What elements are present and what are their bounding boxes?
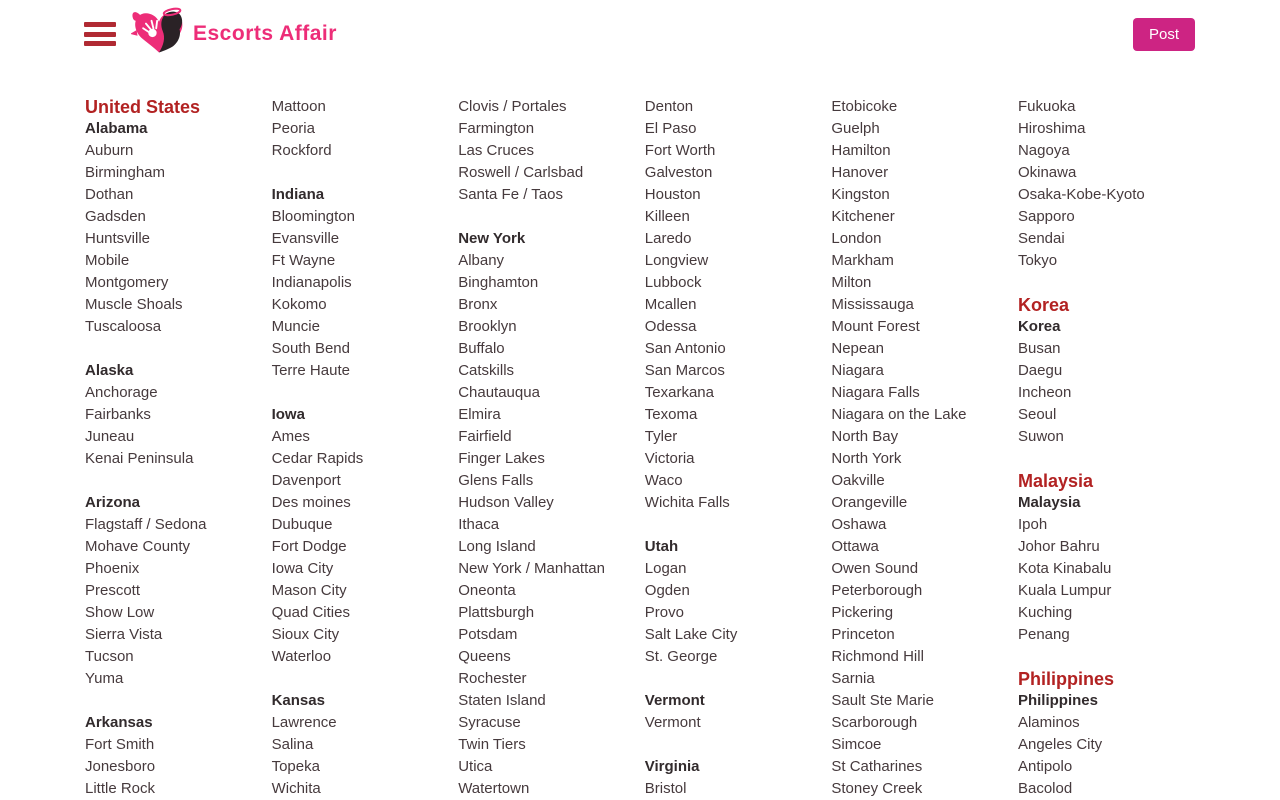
state-header-link[interactable]: Alaska <box>85 362 134 379</box>
city-link[interactable]: Tucson <box>85 648 134 665</box>
city-link[interactable]: Bristol <box>644 780 687 797</box>
city-link[interactable]: Terre Haute <box>271 362 350 379</box>
city-link[interactable]: Houston <box>644 186 701 203</box>
city-link[interactable]: Catskills <box>458 362 515 379</box>
city-link[interactable]: Alaminos <box>1017 714 1080 731</box>
city-link[interactable]: Odessa <box>644 318 697 335</box>
city-link[interactable]: Clovis / Portales <box>458 98 567 115</box>
directory-column <box>1018 96 1205 800</box>
state-header-link[interactable]: Korea <box>1017 318 1061 335</box>
column-gap <box>1018 448 1205 470</box>
city-link[interactable]: Oakville <box>831 472 885 489</box>
city-link[interactable]: Wichita <box>271 780 321 797</box>
city-link[interactable]: Fort Worth <box>644 142 716 159</box>
city-link[interactable]: Peoria <box>271 120 315 137</box>
city-link[interactable]: Salt Lake City <box>644 626 738 643</box>
city-link[interactable]: Ottawa <box>831 538 879 555</box>
directory-column <box>272 96 459 800</box>
city-link[interactable]: Kuala Lumpur <box>1017 582 1112 599</box>
city-link[interactable]: Denton <box>644 98 694 115</box>
city-link[interactable]: Guelph <box>831 120 880 137</box>
city-link[interactable]: Angeles City <box>1017 736 1103 753</box>
city-link[interactable]: Hanover <box>831 164 889 181</box>
top-bar-left <box>84 7 337 62</box>
city-link[interactable]: Antipolo <box>1017 758 1073 775</box>
city-link[interactable]: Tyler <box>644 428 678 445</box>
city-link[interactable]: Des moines <box>271 494 351 511</box>
city-link[interactable]: Roswell / Carlsbad <box>458 164 584 181</box>
city-link[interactable]: Ithaca <box>458 516 500 533</box>
city-link[interactable]: Okinawa <box>1017 164 1077 181</box>
directory-columns <box>0 68 1280 800</box>
city-link[interactable]: Nepean <box>831 340 884 357</box>
logo-wordmark: Escorts Affair <box>193 22 337 45</box>
city-link[interactable]: Iowa City <box>271 560 334 577</box>
country-header-link[interactable]: Korea <box>1017 295 1069 315</box>
city-link[interactable]: Laredo <box>644 230 692 247</box>
city-link[interactable]: Osaka-Kobe-Kyoto <box>1017 186 1145 203</box>
city-link[interactable]: Muscle Shoals <box>85 296 183 313</box>
city-link[interactable]: Mcallen <box>644 296 697 313</box>
state-header-link[interactable]: Philippines <box>1017 692 1098 709</box>
city-link[interactable]: Gadsden <box>85 208 146 225</box>
city-link[interactable]: Killeen <box>644 208 690 225</box>
city-link[interactable]: Fort Smith <box>85 736 155 753</box>
city-link[interactable]: Sioux City <box>271 626 340 643</box>
city-link[interactable]: Prescott <box>85 582 141 599</box>
city-link[interactable]: Muncie <box>271 318 320 335</box>
city-link[interactable]: Kitchener <box>831 208 895 225</box>
city-link[interactable]: Markham <box>831 252 894 269</box>
city-link[interactable]: San Antonio <box>644 340 726 357</box>
city-link[interactable]: South Bend <box>271 340 350 357</box>
city-link[interactable]: Las Cruces <box>458 142 535 159</box>
city-link[interactable]: Rochester <box>458 670 527 687</box>
city-link[interactable]: Binghamton <box>458 274 539 291</box>
city-link[interactable]: Milton <box>831 274 872 291</box>
city-link[interactable]: Cedar Rapids <box>271 450 364 467</box>
state-header-link[interactable]: Indiana <box>271 186 325 203</box>
city-link[interactable]: Glens Falls <box>458 472 534 489</box>
top-bar <box>0 0 1280 68</box>
city-link[interactable]: Oneonta <box>458 582 516 599</box>
state-header-link[interactable]: Vermont <box>644 692 705 709</box>
city-link[interactable]: Finger Lakes <box>458 450 545 467</box>
city-link[interactable]: Plattsburgh <box>458 604 535 621</box>
city-link[interactable]: Oshawa <box>831 516 887 533</box>
city-link[interactable]: Busan <box>1017 340 1061 357</box>
city-link[interactable]: Vermont <box>644 714 701 731</box>
hamburger-icon <box>84 22 116 27</box>
country-header-link[interactable]: United States <box>85 97 201 117</box>
city-link[interactable]: Richmond Hill <box>831 648 924 665</box>
city-link[interactable]: Tuscaloosa <box>85 318 162 335</box>
city-link[interactable]: Evansville <box>271 230 340 247</box>
city-link[interactable]: Sendai <box>1017 230 1065 247</box>
city-link[interactable]: Pickering <box>831 604 894 621</box>
city-link[interactable]: Twin Tiers <box>458 736 526 753</box>
city-link[interactable]: Johor Bahru <box>1017 538 1100 555</box>
city-link[interactable]: Princeton <box>831 626 895 643</box>
column-gap <box>85 338 272 360</box>
city-link[interactable]: Lubbock <box>644 274 702 291</box>
city-link[interactable]: Albany <box>458 252 505 269</box>
column-gap <box>458 206 645 228</box>
city-link[interactable]: Suwon <box>1017 428 1064 445</box>
city-link[interactable]: Hamilton <box>831 142 891 159</box>
directory-column <box>645 96 832 800</box>
city-link[interactable]: Bloomington <box>271 208 355 225</box>
city-link[interactable]: Topeka <box>271 758 320 775</box>
city-link[interactable]: Watertown <box>458 780 530 797</box>
city-link[interactable]: Lawrence <box>271 714 337 731</box>
city-link[interactable]: Ogden <box>644 582 690 599</box>
city-link[interactable]: Ft Wayne <box>271 252 336 269</box>
column-gap <box>272 382 459 404</box>
city-link[interactable]: Birmingham <box>85 164 166 181</box>
city-link[interactable]: Brooklyn <box>458 318 517 335</box>
city-link[interactable]: Bacolod <box>1017 780 1073 797</box>
city-link[interactable]: Bronx <box>458 296 498 313</box>
city-link[interactable]: Flagstaff / Sedona <box>85 516 207 533</box>
state-header-link[interactable]: Utah <box>644 538 679 555</box>
city-link[interactable]: Wichita Falls <box>644 494 730 511</box>
column-gap <box>1018 646 1205 668</box>
city-link[interactable]: Daegu <box>1017 362 1063 379</box>
city-link[interactable]: Long Island <box>458 538 536 555</box>
city-link[interactable]: Peterborough <box>831 582 923 599</box>
city-link[interactable]: Buffalo <box>458 340 505 357</box>
city-link[interactable]: Staten Island <box>458 692 546 709</box>
city-link[interactable]: Indianapolis <box>271 274 352 291</box>
state-header-link[interactable]: Virginia <box>644 758 700 775</box>
city-link[interactable]: Hiroshima <box>1017 120 1086 137</box>
city-link[interactable]: Scarborough <box>831 714 918 731</box>
city-link[interactable]: Davenport <box>271 472 341 489</box>
directory-column <box>831 96 1018 800</box>
city-link[interactable]: Hudson Valley <box>458 494 554 511</box>
city-link[interactable]: Victoria <box>644 450 695 467</box>
directory-column <box>458 96 645 800</box>
city-link[interactable]: Fort Dodge <box>271 538 347 555</box>
column-gap <box>645 668 832 690</box>
city-link[interactable]: Ames <box>271 428 310 445</box>
city-link[interactable]: Seoul <box>1017 406 1057 423</box>
city-link[interactable]: Juneau <box>85 428 135 445</box>
city-link[interactable]: Galveston <box>644 164 713 181</box>
city-link[interactable]: Phoenix <box>85 560 140 577</box>
menu-button[interactable] <box>84 20 118 48</box>
city-link[interactable]: Farmington <box>458 120 535 137</box>
country-header-link[interactable]: Malaysia <box>1017 471 1094 491</box>
city-link[interactable]: Fairbanks <box>85 406 151 423</box>
column-gap <box>272 668 459 690</box>
city-link[interactable]: Montgomery <box>85 274 169 291</box>
city-link[interactable]: St Catharines <box>831 758 923 775</box>
column-gap <box>1018 272 1205 294</box>
directory-column <box>85 96 272 800</box>
state-header-link[interactable]: Malaysia <box>1017 494 1081 511</box>
city-link[interactable]: St. George <box>644 648 718 665</box>
column-gap <box>85 690 272 712</box>
hamburger-icon <box>84 32 116 37</box>
city-link[interactable]: Niagara <box>831 362 884 379</box>
state-header-link[interactable]: Iowa <box>271 406 305 423</box>
city-link[interactable]: Santa Fe / Taos <box>458 186 563 203</box>
city-link[interactable]: New York / Manhattan <box>458 560 605 577</box>
country-header-link[interactable]: Philippines <box>1017 669 1114 689</box>
site-logo[interactable] <box>131 7 337 62</box>
city-link[interactable]: Orangeville <box>831 494 908 511</box>
city-link[interactable]: Mississauga <box>831 296 914 313</box>
city-link[interactable]: Sarnia <box>831 670 875 687</box>
city-link[interactable]: Simcoe <box>831 736 882 753</box>
city-link[interactable]: Etobicoke <box>831 98 898 115</box>
city-link[interactable]: Huntsville <box>85 230 151 247</box>
city-link[interactable]: London <box>831 230 882 247</box>
city-link[interactable]: Dothan <box>85 186 134 203</box>
state-header-link[interactable]: Arizona <box>85 494 141 511</box>
city-link[interactable]: Kenai Peninsula <box>85 450 194 467</box>
city-link[interactable]: Dubuque <box>271 516 333 533</box>
state-header-link[interactable]: Arkansas <box>85 714 153 731</box>
city-link[interactable]: Fukuoka <box>1017 98 1076 115</box>
city-link[interactable]: Kokomo <box>271 296 327 313</box>
post-button[interactable]: Post <box>1133 18 1195 51</box>
city-link[interactable]: Anchorage <box>85 384 158 401</box>
city-link[interactable]: Ipoh <box>1017 516 1048 533</box>
city-link[interactable]: Fairfield <box>458 428 512 445</box>
city-link[interactable]: Stoney Creek <box>831 780 923 797</box>
city-link[interactable]: North York <box>831 450 902 467</box>
city-link[interactable]: Little Rock <box>85 780 156 797</box>
city-link[interactable]: Niagara Falls <box>831 384 920 401</box>
city-link[interactable]: Potsdam <box>458 626 518 643</box>
city-link[interactable]: Waco <box>644 472 683 489</box>
column-gap <box>645 514 832 536</box>
city-link[interactable]: Mattoon <box>271 98 326 115</box>
city-link[interactable]: Tokyo <box>1017 252 1058 269</box>
city-link[interactable]: Nagoya <box>1017 142 1070 159</box>
city-link[interactable]: Texarkana <box>644 384 714 401</box>
column-gap <box>272 162 459 184</box>
city-link[interactable]: Niagara on the Lake <box>831 406 967 423</box>
city-link[interactable]: Owen Sound <box>831 560 919 577</box>
column-gap <box>85 470 272 492</box>
city-link[interactable]: Mason City <box>271 582 347 599</box>
city-link[interactable]: Rockford <box>271 142 332 159</box>
city-link[interactable]: Kingston <box>831 186 890 203</box>
heart-devil-angel-logo-icon <box>131 7 187 62</box>
city-link[interactable]: Incheon <box>1017 384 1072 401</box>
city-link[interactable]: Queens <box>458 648 511 665</box>
city-link[interactable]: Jonesboro <box>85 758 156 775</box>
city-link[interactable]: Sapporo <box>1017 208 1075 225</box>
city-link[interactable]: Elmira <box>458 406 501 423</box>
city-link[interactable]: Syracuse <box>458 714 521 731</box>
city-link[interactable]: Texoma <box>644 406 698 423</box>
city-link[interactable]: El Paso <box>644 120 697 137</box>
city-link[interactable]: Waterloo <box>271 648 332 665</box>
city-link[interactable]: Utica <box>458 758 493 775</box>
city-link[interactable]: Yuma <box>85 670 124 687</box>
city-link[interactable]: Show Low <box>85 604 155 621</box>
state-header-link[interactable]: Alabama <box>85 120 148 137</box>
city-link[interactable]: Provo <box>644 604 684 621</box>
city-link[interactable]: Kota Kinabalu <box>1017 560 1112 577</box>
city-link[interactable]: Penang <box>1017 626 1070 643</box>
city-link[interactable]: San Marcos <box>644 362 725 379</box>
city-link[interactable]: Chautauqua <box>458 384 540 401</box>
hamburger-icon <box>84 41 116 46</box>
state-header-link[interactable]: Kansas <box>271 692 325 709</box>
city-link[interactable]: Mobile <box>85 252 130 269</box>
column-gap <box>645 734 832 756</box>
city-link[interactable]: Salina <box>271 736 314 753</box>
city-link[interactable]: Sault Ste Marie <box>831 692 934 709</box>
city-link[interactable]: Mount Forest <box>831 318 920 335</box>
city-link[interactable]: North Bay <box>831 428 899 445</box>
state-header-link[interactable]: New York <box>458 230 526 247</box>
city-link[interactable]: Sierra Vista <box>85 626 163 643</box>
city-link[interactable]: Logan <box>644 560 687 577</box>
city-link[interactable]: Auburn <box>85 142 134 159</box>
city-link[interactable]: Quad Cities <box>271 604 350 621</box>
city-link[interactable]: Longview <box>644 252 709 269</box>
city-link[interactable]: Kuching <box>1017 604 1073 621</box>
city-link[interactable]: Mohave County <box>85 538 191 555</box>
